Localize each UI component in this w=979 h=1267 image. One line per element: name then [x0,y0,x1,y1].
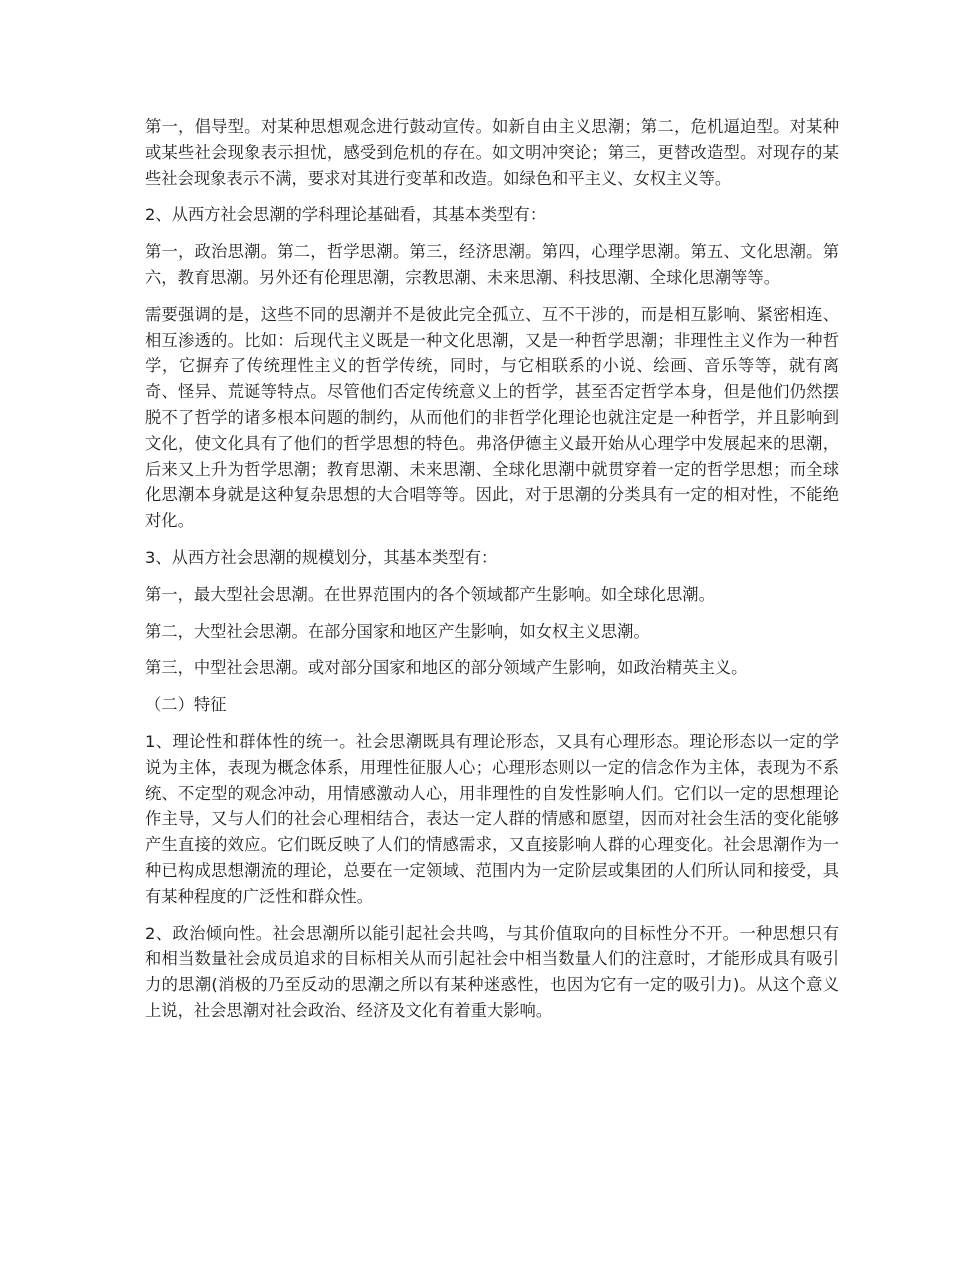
paragraph-feature-theory-group: 1、理论性和群体性的统一。社会思潮既具有理论形态，又具有心理形态。理论形态以一定的学说为主体，表现为概念体系，用理性征服人心；心理形态则以一定的信念作为主体，表现为不系统、不定型的观念冲动，用情感激动人心，用非理性的自发性影响人们。它们以一定的思想理论作主导，又与人们的社会心理相结合，表达一定人群的情感和愿望，因而对社会生活的变化能够产生直接的效应。它们既反映了人们的情感需求，又直接影响人群的心理变化。社会思潮作为一种已构成思想潮流的理论，总要在一定领域、范围内为一定阶层或集团的人们所认同和接受，具有某种程度的广泛性和群众性。 [145,731,839,906]
paragraph-large-scale: 第二，大型社会思潮。在部分国家和地区产生影响，如女权主义思潮。 [145,621,650,641]
paragraph-feature-political: 2、政治倾向性。社会思潮所以能引起社会共鸣，与其价值取向的目标性分不开。一种思想只有和相当数量社会成员追求的目标相关从而引起社会中相当数量人们的注意时，才能形成具有吸引力的思潮(消极的乃至反动的思潮之所以有某种迷惑性，也因为它有一定的吸引力)。从这个意义上说，社会思潮对社会政治、经济及文化有着重大影响。 [145,923,839,1020]
paragraph-interrelation: 需要强调的是，这些不同的思潮并不是彼此完全孤立、互不干涉的，而是相互影响、紧密相连、相互渗透的。比如：后现代主义既是一种文化思潮，又是一种哲学思潮；非理性主义作为一种哲学，它摒弃了传统理性主义的哲学传统，同时，与它相联系的小说、绘画、音乐等等，就有离奇、怪异、荒诞等特点。尽管他们否定传统意义上的哲学，甚至否定哲学本身，但是他们仍然摆脱不了哲学的诸多根本问题的制约，从而他们的非哲学化理论也就注定是一种哲学，并且影响到文化，使文化具有了他们的哲学思想的特色。弗洛伊德主义最开始从心理学中发展起来的思潮，后来又上升为哲学思潮；教育思潮、未来思潮、全球化思潮中就贯穿着一定的哲学思想；而全球化思潮本身就是这种复杂思想的大合唱等等。因此，对于思潮的分类具有一定的相对性，不能绝对化。 [145,304,839,531]
paragraph-types-by-function: 第一，倡导型。对某种思想观念进行鼓动宣传。如新自由主义思潮；第二，危机逼迫型。对某种或某些社会现象表示担忧，感受到危机的存在。如文明冲突论；第三，更替改造型。对现存的某些社会现象表示不满，要求对其进行变革和改造。如绿色和平主义、女权主义等。 [145,117,839,188]
heading-types-by-discipline: 2、从西方社会思潮的学科理论基础看，其基本类型有： [145,205,547,225]
paragraph-largest-scale: 第一，最大型社会思潮。在世界范围内的各个领域都产生影响。如全球化思潮。 [145,584,715,604]
paragraph-discipline-list: 第一，政治思潮。第二，哲学思潮。第三，经济思潮。第四，心理学思潮。第五、文化思潮。第六，教育思潮。另外还有伦理思潮，宗教思潮、未来思潮、科技思潮、全球化思潮等等。 [145,242,839,287]
paragraph-medium-scale: 第三，中型社会思潮。或对部分国家和地区的部分领域产生影响，如政治精英主义。 [145,658,748,678]
document-body [145,114,839,1035]
heading-types-by-scale: 3、从西方社会思潮的规模划分，其基本类型有： [145,547,498,567]
section-heading-features: （二）特征 [145,695,227,715]
